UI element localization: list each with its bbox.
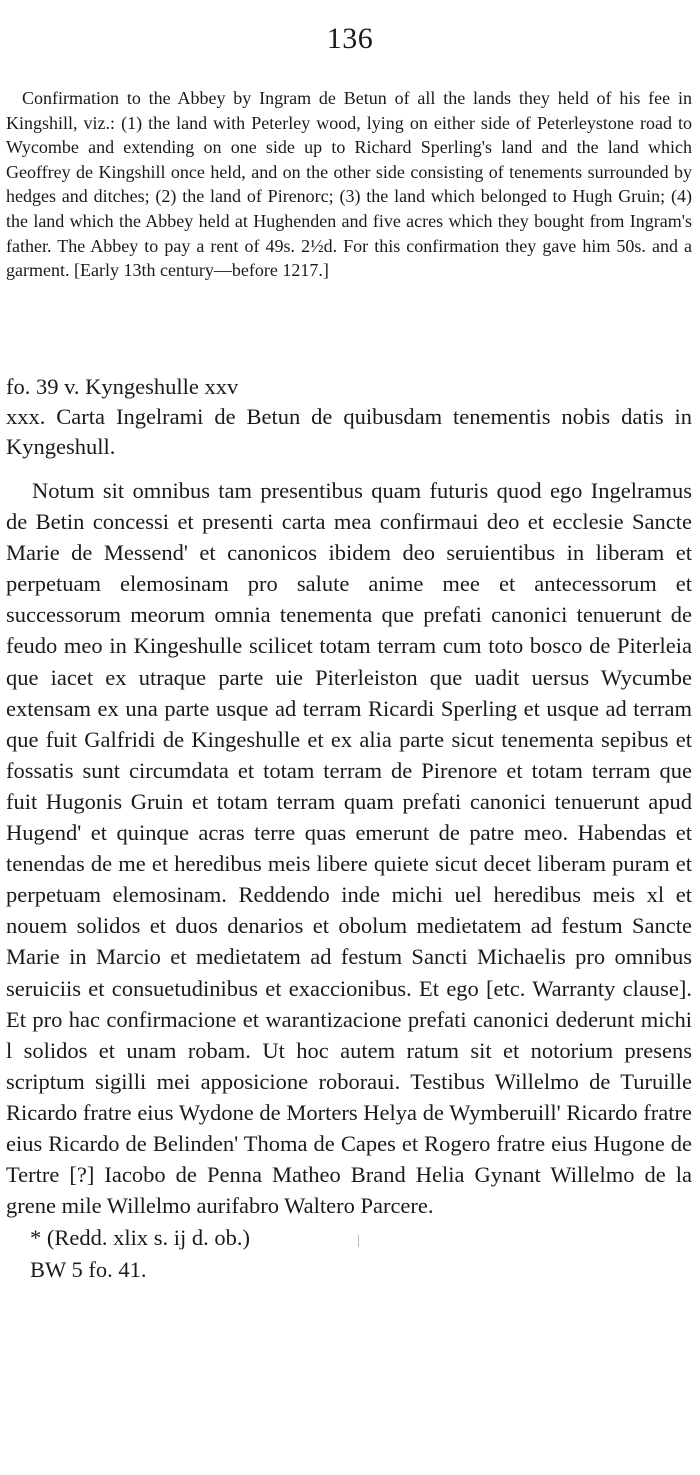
folio-heading: fo. 39 v. Kyngeshulle xxv [6,374,239,399]
manuscript-reference: BW 5 fo. 41. [30,1257,147,1282]
charter-text: Notum sit omnibus tam presentibus quam futuris quod ego Ingelramus de Betin concessi et presenti carta mea confirmaui deo et ecclesie Sancte Marie de Messend' et canonicos ibidem deo seruientibus in liberam et perpetuam elemosinam pro salute anime mee et antecessorum et successorum meorum omnia tenementa que prefati canonici tenuerunt de feudo meo in Kingeshulle scilicet totam terram cum toto bosco de Piterleia que iacet ex utraque parte uie Piterleiston que uadit uersus Wycumbe extensam ex una parte usque ad terram Ricardi Sperling et usque ad terram que fuit Galfridi de Kingeshulle et ex alia parte sicut tenementa sepibus et fossatis sunt circumdata et totam terram de Pirenore et totam terram que fuit Hugonis Gruin et totam terram quam prefati canonici tenuerunt apud Hugend' et quinque acras terre quas emerunt de patre meo. Habendas et tenendas de me et heredibus meis libere quiete sicut decet liberam puram et perpetuam elemosinam. Reddendo inde michi uel heredibus meis xl et nouem solidos et duos denarios et obolum medietatem ad festum Sancte Marie in Marcio et medietatem ad festum Sancti Michaelis pro omnibus seruiciis et consuetudinibus et exaccionibus. Et ego [etc. Warranty clause]. Et pro hac confirmacione et warantizacione prefati canonici dederunt michi l solidos et unam robam. Ut hoc autem ratum sit et notorium presens scriptum sigilli mei apposicione roboraui. Testibus Willelmo de Turuille Ricardo fratre eius Wydone de Morters Helya de Wymberuill' Ricardo fratre eius Ricardo de Belinden' Thoma de Capes et Rogero fratre eius Hugone de Tertre [?] Iacobo de Penna Matheo Brand Helia Gynant Willelmo de la grene mile Willelmo aurifabro Waltero Parcere. [6,478,692,1219]
english-summary: Confirmation to the Abbey by Ingram de Betun of all the lands they held of his fee in Kingshill, viz.: (1) the land with Peterley wood, lying on either side of Peterleystone road to Wycombe and extending on one side up to Richard Sperling's land and the land which Geoffrey de Kingshill once held, and on the other side consisting of tenements surrounded by hedges and ditches; (2) the land of Pirenorc; (3) the land which belonged to Hugh Gruin; (4) the land which the Abbey held at Hughenden and five acres which they bought from Ingram's father. The Abbey to pay a rent of 49s. 2½d. For this confirmation they gave him 50s. and a garment. [Early 13th century—before 1217.] [6,88,692,281]
page-number: 136 [326,22,374,55]
margin-mark [358,1235,359,1247]
reddendo-note: * (Redd. xlix s. ij d. ob.) [30,1225,250,1250]
charter-heading-block [6,372,692,462]
charter-title: xxx. Carta Ingelrami de Betun de quibusdam tenementis nobis datis in Kyngeshull. [6,404,692,459]
